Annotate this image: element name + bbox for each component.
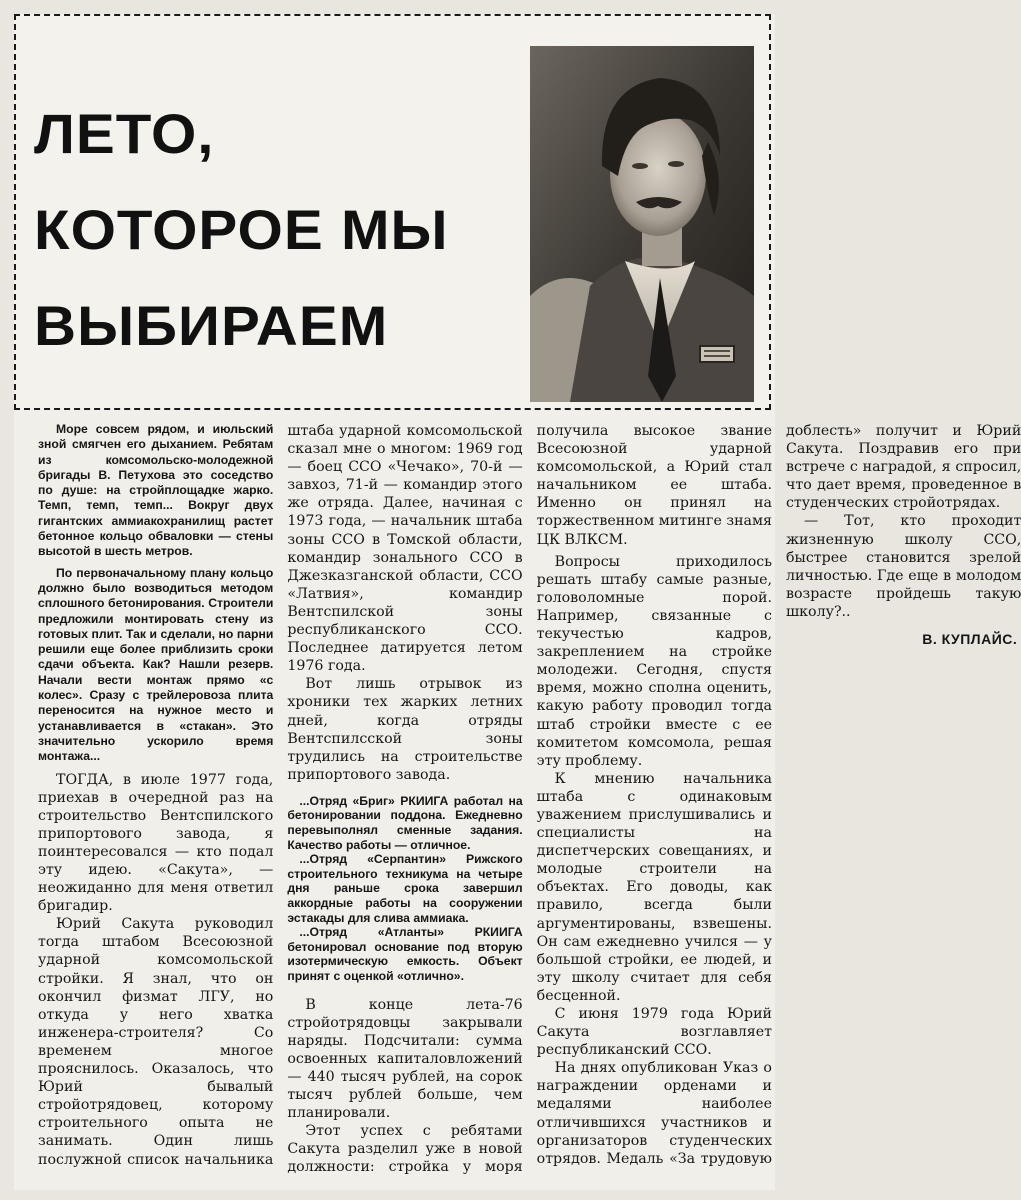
portrait-illustration [530,46,754,402]
lead-paragraph: Море совсем рядом, и июльский зной смягчен его дыханием. Ребятам из комсомольско-молодежной бригады В. Петухова это соседство по душе: на стройплощадке жарко. Темп, темп, темп... Вокруг двух гигантских аммиакохранилищ растет бетонное кольцо обваловки — стены высотой в шесть метров. [38,422,274,559]
article-paragraph: Вопросы приходилось решать штабу самые разные, головоломные порой. Например, связанные с текучестью кадров, закреплением на стройке молодежи. Сегодня, спустя время, можно сполна оценить, какую работу проводил тогда штаб стройки вместе с ее комитетом комсомола, решая эту проблему. [536,553,772,769]
article-body [38,422,1021,1182]
headline-line-1: ЛЕТО, [34,102,215,165]
headline-line-2: КОТОРОЕ МЫ [34,198,449,261]
article-paragraph: Этот успех с ребятами Сакута разделил уже в новой должности: стройка у моря получила высокое звание Всесоюзной ударной комсомольской, а Юрий стал начальником ее штаба. Именно он принял на торжественном митинге знамя ЦК ВЛКСМ. [287,423,772,1176]
article-paragraph: ТОГДА, в июле 1977 года, приехав в очередной раз на строительство Вентспилского припортового завода, я поинтересовался — кто подал эту идею. «Сакута», — неожиданно для меня ответил бригадир. [38,771,274,915]
article-paragraph: Вот лишь отрывок из хроники тех жарких летних дней, когда отряды Вентспилсской зоны трудились на строительстве припортового завода. [287,676,523,783]
lead-paragraph: По первоначальному плану кольцо должно было возводиться методом сплошного бетонирования. Строители предложили монтировать стену из готовых плит. Так и сделали, но парни решили еще более приблизить сроки сдачи объекта. Как? Нашли резерв. Начали вести монтаж прямо «с колес». Сразу с трейлеровоза плита переносится на нужное место и устанавливается в «стакан». Это значительно ускорило время монтажа... [38,565,274,764]
headline [34,86,449,374]
portrait-photo [530,46,754,402]
chronicle-entry: ...Отряд «Бриг» РКИИГА работал на бетонировании поддона. Ежедневно перевыполнял сменные задания. Качество работы — отличное. [287,793,523,852]
article-paragraph: Юрий Сакута руководил тогда штабом Всесоюзной ударной комсомольской стройки. Я знал, что он окончил физмат ЛГУ, но откуда у него хватка инженера-строителя? Со временем многое прояснилось. Оказалось, что Юрий бывалый стройотрядовец, которому строительного опыта не занимать. Один лишь послужной список начальника штаба ударной комсомольской сказал мне о многом: 1969 год — боец ССО «Чечако», 70-й — завхоз, 71-й — командир этого же отряда. Далее, начиная с 1973 года, — начальник штаба зоны ССО в Томской области, командир зонального ССО в Джезказганской области, ССО «Латвия», командир Вентспилской зоны республиканского ССО. Последнее датируется летом 1976 года. [38,423,523,1168]
article-paragraph: В конце лета-76 стройотрядовцы закрывали наряды. Подсчитали: сумма освоенных капиталовложений — 440 тысяч рублей, на сорок тысяч рублей больше, чем планировали. [287,996,523,1122]
article-paragraph: На днях опубликован Указ о награждении орденами и медалями наиболее отличившихся участников и организаторов студенческих отрядов. Медаль «За трудовую доблесть» получит и Юрий Сакута. Поздравив его при встрече с наградой, я спросил, что дает время, проведенное в студенческих стройотрядах. [536,423,1021,1167]
article-paragraph: С июня 1979 года Юрий Сакута возглавляет республиканский ССО. [536,1006,772,1059]
chronicle-entry: ...Отряд «Серпантин» Рижского строительного техникума на четыре дня раньше срока завершил аккордные работы на сооружении эстакады для слива аммиака. [287,852,523,925]
headline-line-3: ВЫБИРАЕМ [34,294,389,357]
author-signature: В. КУПЛАЙС. [922,631,1018,648]
headline-box [14,14,771,410]
chronicle-entry: ...Отряд «Атланты» РКИИГА бетонировал основание под вторую изотермическую емкость. Объект принят с оценкой «отлично». [287,925,523,983]
article-paragraph: К мнению начальника штаба с одинаковым уважением прислушивались и специалисты на диспетчерских совещаниях, и молодые строители на объектах. Его доводы, как правило, всегда были аргументированы, взвешены. Он сам ежедневно учился — у большой стройки, ее людей, и эту школу считает для себя бесценной. [536,770,772,1004]
newspaper-page [14,14,1021,1190]
article-paragraph: — Тот, кто проходит жизненную школу ССО, быстрее становится зрелой личностью. Где еще в молодом возрасте пройдешь такую школу?.. [785,513,1021,620]
